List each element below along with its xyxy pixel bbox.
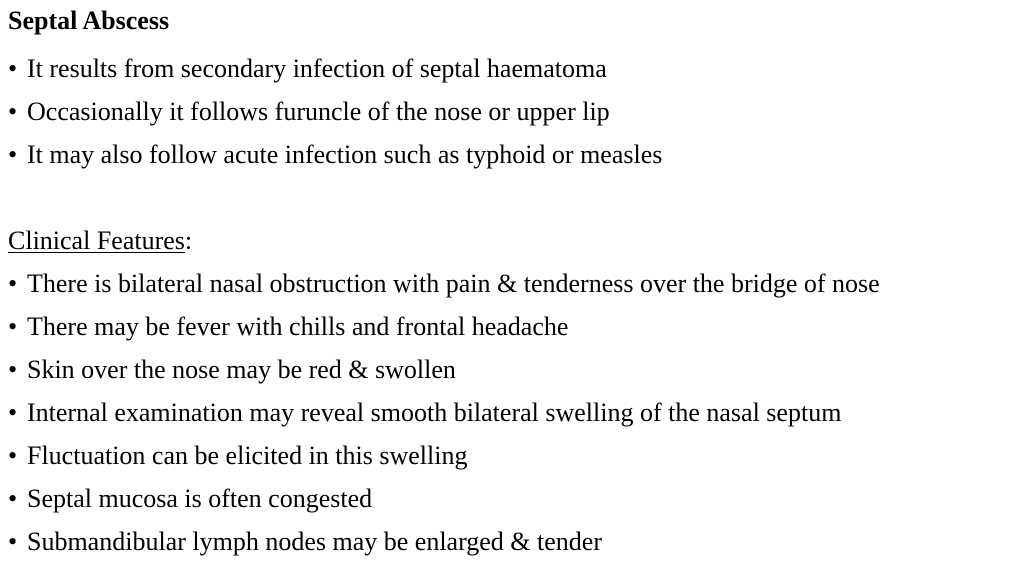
page-title: Septal Abscess xyxy=(8,6,170,35)
bullet-icon: • xyxy=(8,441,18,470)
bullet-text: Skin over the nose may be red & swollen xyxy=(27,355,456,384)
heading-colon: : xyxy=(184,226,193,255)
bullet-icon: • xyxy=(8,97,18,126)
bullet-text: Occasionally it follows furuncle of the nose or upper lip xyxy=(27,97,610,126)
list-item xyxy=(8,434,1020,477)
bullet-icon: • xyxy=(8,312,18,341)
bullet-text: There is bilateral nasal obstruction with pain & tenderness over the bridge of nose xyxy=(27,269,880,298)
section-heading xyxy=(8,219,1020,262)
list-item xyxy=(8,391,1020,434)
list-item xyxy=(8,262,1020,305)
bullet-text: Internal examination may reveal smooth bilateral swelling of the nasal septum xyxy=(27,398,842,427)
bullet-icon: • xyxy=(8,527,18,556)
bullet-icon: • xyxy=(8,54,18,83)
clinical-features-heading: Clinical Features xyxy=(8,226,185,255)
list-item xyxy=(8,90,1020,133)
list-item xyxy=(8,47,1020,90)
bullet-text: Submandibular lymph nodes may be enlarged & tender xyxy=(27,527,602,556)
bullet-text: It may also follow acute infection such as typhoid or measles xyxy=(27,140,663,169)
list-item xyxy=(8,133,1020,176)
list-item xyxy=(8,477,1020,520)
bullet-icon: • xyxy=(8,484,18,513)
bullet-icon: • xyxy=(8,269,18,298)
bullet-icon: • xyxy=(8,355,18,384)
list-item xyxy=(8,348,1020,391)
spacer xyxy=(8,176,1020,219)
bullet-text: It results from secondary infection of septal haematoma xyxy=(27,54,607,83)
bullet-text: Septal mucosa is often congested xyxy=(27,484,373,513)
slide-content xyxy=(8,4,1020,563)
list-item xyxy=(8,305,1020,348)
bullet-icon: • xyxy=(8,140,18,169)
list-item xyxy=(8,520,1020,563)
bullet-text: Fluctuation can be elicited in this swelling xyxy=(27,441,468,470)
bullet-text: There may be fever with chills and frontal headache xyxy=(27,312,569,341)
bullet-icon: • xyxy=(8,398,18,427)
